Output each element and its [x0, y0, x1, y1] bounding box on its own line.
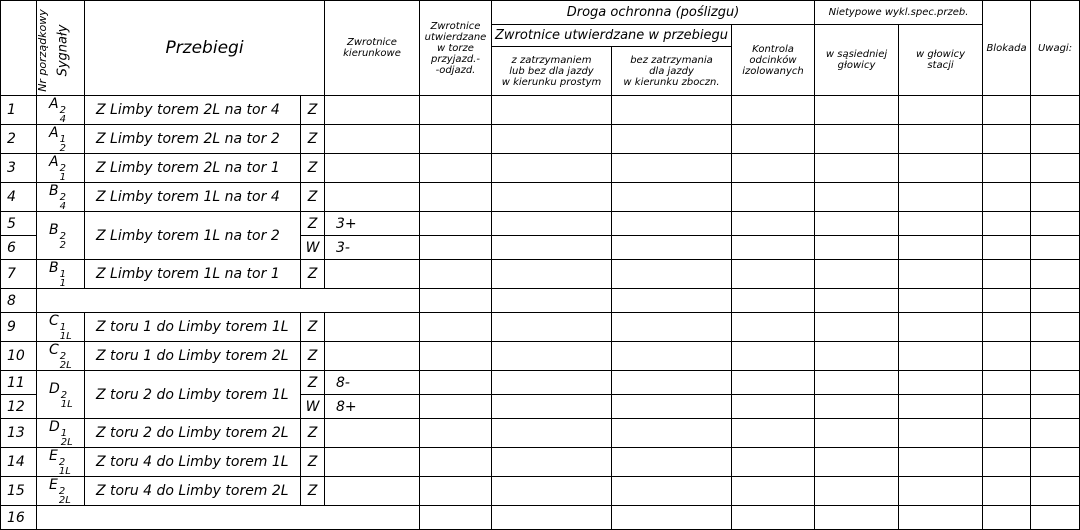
header-glowicy-stacji-line: w głowicy: [915, 49, 966, 60]
header-nr-label: Nr porządkowy: [35, 8, 49, 92]
empty-cell: [899, 96, 983, 125]
table-row: [1, 212, 1080, 236]
route-type: Z: [301, 371, 325, 395]
signal-letter: E: [49, 477, 58, 493]
signal-cell: [37, 448, 85, 477]
row-number: 16: [1, 506, 37, 530]
empty-cell: [732, 96, 815, 125]
signal-sub: 2: [59, 239, 66, 251]
directional-switch: [325, 260, 420, 289]
directional-switch: 8+: [325, 395, 420, 419]
header-zwrotnice-torze: [420, 1, 492, 96]
row-number: 7: [1, 260, 37, 289]
directional-switch: 3+: [325, 212, 420, 236]
signal-index: [61, 391, 73, 409]
signal-sub: 1: [59, 172, 66, 183]
empty-cell: [732, 260, 815, 289]
empty-cell: [899, 506, 983, 530]
empty-cell: [899, 260, 983, 289]
signal-letter: A: [49, 125, 59, 141]
empty-cell: [612, 506, 732, 530]
empty-cell: [815, 289, 899, 313]
directional-switch: [325, 154, 420, 183]
signal-sup: 2: [58, 457, 66, 468]
route-type: Z: [301, 342, 325, 371]
empty-cell: [492, 260, 612, 289]
signal-letter: E: [49, 448, 58, 464]
empty-cell: [983, 419, 1031, 448]
signal-letter: C: [49, 342, 59, 358]
empty-cell: [815, 371, 899, 395]
route-description: Z Limby torem 1L na tor 4: [85, 183, 301, 212]
signal-sub: 2L: [59, 360, 72, 371]
row-number: 15: [1, 477, 37, 506]
empty-cell: [732, 477, 815, 506]
row-number: 14: [1, 448, 37, 477]
header-blokada: Blokada: [983, 1, 1031, 96]
signal-index: [59, 458, 71, 476]
table-row: [1, 506, 1080, 530]
empty-cell: [815, 96, 899, 125]
table-row: [1, 477, 1080, 506]
row-number: 10: [1, 342, 37, 371]
header-z-zatrzymaniem: [492, 47, 612, 96]
route-type: W: [301, 236, 325, 260]
empty-cell: [732, 313, 815, 342]
empty-cell: [612, 96, 732, 125]
header-z-zatrzymaniem-line: lub bez dla jazdy: [509, 65, 594, 77]
empty-cell: [899, 419, 983, 448]
row-number: 5: [1, 212, 37, 236]
empty-cell: [732, 183, 815, 212]
empty-cell: [732, 289, 815, 313]
route-description: Z Limby torem 2L na tor 4: [85, 96, 301, 125]
signal-index: [59, 487, 71, 505]
signal-sub: 1L: [59, 331, 72, 342]
signal-sub: 2L: [58, 495, 71, 506]
route-type: Z: [301, 125, 325, 154]
empty-cell: [899, 477, 983, 506]
empty-cell: [1031, 96, 1080, 125]
route-description: Z toru 4 do Limby torem 1L: [85, 448, 301, 477]
header-zwrotnice-torze-line: w torze: [437, 42, 474, 54]
empty-cell: [612, 212, 732, 236]
row-number: 8: [1, 289, 37, 313]
row-number: 11: [1, 371, 37, 395]
empty-cell: [420, 313, 492, 342]
empty-cell: [899, 448, 983, 477]
empty-cell: [1031, 395, 1080, 419]
route-type: Z: [301, 154, 325, 183]
header-bez-zatrzymania-line: w kierunku zboczn.: [623, 76, 720, 88]
route-type: Z: [301, 477, 325, 506]
header-uwagi: Uwagi:: [1031, 1, 1080, 96]
empty-cell: [983, 260, 1031, 289]
header-zwrotnice-kierunkowe-line: kierunkowe: [343, 48, 401, 59]
empty-cell: [612, 183, 732, 212]
empty-cell: [815, 212, 899, 236]
signal-sup: 1: [59, 134, 66, 145]
table-row: [1, 260, 1080, 289]
empty-cell: [983, 477, 1031, 506]
empty-cell: [899, 183, 983, 212]
route-description: Z Limby torem 1L na tor 1: [85, 260, 301, 289]
empty-cell: [1031, 477, 1080, 506]
empty-cell: [1031, 419, 1080, 448]
empty-cell: [1031, 506, 1080, 530]
route-description: Z toru 2 do Limby torem 1L: [85, 371, 301, 419]
signal-cell: [37, 125, 85, 154]
empty-cell: [420, 125, 492, 154]
empty-cell: [612, 342, 732, 371]
table-row: [1, 289, 1080, 313]
header-z-zatrzymaniem-line: z zatrzymaniem: [511, 54, 592, 66]
empty-cell: [492, 289, 612, 313]
signal-letter: B: [49, 260, 59, 276]
signal-sub: 1L: [60, 398, 73, 410]
row-number: 1: [1, 96, 37, 125]
empty-route: [37, 506, 420, 530]
empty-cell: [612, 477, 732, 506]
signal-cell: [37, 342, 85, 371]
signal-index: [60, 135, 66, 153]
route-type: Z: [301, 313, 325, 342]
empty-cell: [492, 125, 612, 154]
empty-cell: [492, 477, 612, 506]
empty-cell: [983, 212, 1031, 236]
table-row: [1, 125, 1080, 154]
header-bez-zatrzymania-line: dla jazdy: [649, 65, 694, 77]
route-type: W: [301, 395, 325, 419]
empty-cell: [492, 212, 612, 236]
table-row: [1, 448, 1080, 477]
signal-cell: [37, 419, 85, 448]
header-sygnaly-label: Sygnały: [55, 24, 71, 76]
empty-cell: [1031, 236, 1080, 260]
header-bez-zatrzymania: [612, 47, 732, 96]
route-type: Z: [301, 419, 325, 448]
signal-index: [60, 270, 66, 288]
header-droga-ochronna: Droga ochronna (poślizgu): [492, 1, 815, 25]
empty-cell: [492, 395, 612, 419]
route-type: Z: [301, 183, 325, 212]
empty-cell: [983, 395, 1031, 419]
empty-cell: [612, 260, 732, 289]
signal-sup: 2: [58, 486, 66, 497]
directional-switch: [325, 96, 420, 125]
empty-cell: [420, 260, 492, 289]
empty-cell: [420, 371, 492, 395]
row-number: 2: [1, 125, 37, 154]
empty-cell: [983, 342, 1031, 371]
signal-sup: 2: [59, 351, 67, 362]
signal-index: [60, 193, 66, 211]
signal-index: [60, 323, 72, 341]
empty-cell: [815, 154, 899, 183]
header-zwrotnice-kierunkowe-line: Zwrotnice: [347, 37, 397, 48]
signal-cell: [37, 313, 85, 342]
route-description: Z toru 1 do Limby torem 1L: [85, 313, 301, 342]
signal-index: [60, 164, 66, 182]
empty-cell: [612, 395, 732, 419]
empty-cell: [899, 342, 983, 371]
table-row: [1, 419, 1080, 448]
empty-cell: [1031, 212, 1080, 236]
empty-cell: [492, 96, 612, 125]
route-type: Z: [301, 212, 325, 236]
header-glowicy-stacji-line: stacji: [927, 60, 954, 71]
empty-cell: [612, 289, 732, 313]
directional-switch: [325, 342, 420, 371]
empty-cell: [815, 260, 899, 289]
header-kontrola-line: odcinków: [749, 54, 797, 66]
directional-switch: [325, 477, 420, 506]
empty-cell: [899, 236, 983, 260]
empty-cell: [983, 236, 1031, 260]
signal-index: [60, 232, 66, 250]
empty-cell: [732, 506, 815, 530]
directional-switch: [325, 448, 420, 477]
empty-cell: [732, 419, 815, 448]
signal-letter: A: [49, 154, 59, 170]
empty-cell: [732, 125, 815, 154]
row-number: 3: [1, 154, 37, 183]
empty-cell: [420, 448, 492, 477]
signal-sup: 1: [59, 269, 66, 280]
header-kontrola-line: Kontrola: [752, 43, 794, 55]
empty-cell: [899, 313, 983, 342]
header-zwrotnice-torze-line: utwierdzane: [424, 31, 487, 43]
route-type: Z: [301, 96, 325, 125]
empty-cell: [420, 236, 492, 260]
empty-cell: [983, 96, 1031, 125]
empty-cell: [815, 236, 899, 260]
empty-cell: [1031, 260, 1080, 289]
signal-sub: 4: [59, 201, 66, 212]
empty-cell: [492, 342, 612, 371]
signal-index: [60, 352, 72, 370]
signal-index: [60, 106, 66, 124]
empty-cell: [1031, 183, 1080, 212]
empty-cell: [612, 419, 732, 448]
empty-cell: [492, 448, 612, 477]
signal-letter: B: [49, 221, 59, 238]
header-sasiedniej-line: głowicy: [837, 60, 876, 71]
signal-sup: 2: [59, 230, 66, 242]
empty-cell: [420, 477, 492, 506]
empty-cell: [492, 313, 612, 342]
empty-cell: [732, 236, 815, 260]
signal-letter: C: [49, 313, 59, 329]
row-number: 12: [1, 395, 37, 419]
empty-cell: [983, 125, 1031, 154]
signal-sup: 2: [59, 163, 66, 174]
empty-cell: [899, 212, 983, 236]
signal-cell: [37, 154, 85, 183]
empty-cell: [732, 395, 815, 419]
signal-letter: B: [49, 183, 59, 199]
empty-cell: [420, 154, 492, 183]
table-row: [1, 183, 1080, 212]
header-zwrotnice-torze-line: -odjazd.: [435, 64, 476, 76]
empty-cell: [815, 183, 899, 212]
header-nietypowe: Nietypowe wykl.spec.przeb.: [815, 1, 983, 25]
route-description: Z toru 1 do Limby torem 2L: [85, 342, 301, 371]
directional-switch: [325, 313, 420, 342]
directional-switch: 8-: [325, 371, 420, 395]
signal-sub: 4: [59, 114, 66, 125]
empty-cell: [899, 289, 983, 313]
empty-cell: [612, 125, 732, 154]
header-zwrotnice-torze-line: przyjazd.-: [431, 53, 480, 65]
signal-cell: [37, 183, 85, 212]
empty-cell: [732, 212, 815, 236]
empty-cell: [899, 371, 983, 395]
header-zwrotnice-kierunkowe: [325, 1, 420, 96]
table-row: [1, 371, 1080, 395]
empty-cell: [815, 506, 899, 530]
empty-cell: [1031, 154, 1080, 183]
empty-cell: [815, 125, 899, 154]
empty-cell: [983, 448, 1031, 477]
route-description: Z Limby torem 2L na tor 1: [85, 154, 301, 183]
empty-cell: [1031, 448, 1080, 477]
directional-switch: [325, 183, 420, 212]
empty-cell: [899, 125, 983, 154]
empty-cell: [815, 313, 899, 342]
empty-cell: [420, 96, 492, 125]
empty-cell: [732, 342, 815, 371]
empty-cell: [983, 371, 1031, 395]
empty-cell: [732, 448, 815, 477]
table-row: [1, 154, 1080, 183]
header-bez-zatrzymania-line: bez zatrzymania: [630, 54, 713, 66]
empty-cell: [420, 289, 492, 313]
header-zwrotnice-torze-line: Zwrotnice: [430, 20, 481, 32]
empty-cell: [492, 236, 612, 260]
signal-sup: 1: [60, 428, 68, 439]
header-kontrola: [732, 25, 815, 96]
signal-index: [61, 429, 73, 447]
route-description: Z toru 4 do Limby torem 2L: [85, 477, 301, 506]
signal-cell: [37, 477, 85, 506]
empty-cell: [1031, 313, 1080, 342]
empty-cell: [420, 183, 492, 212]
empty-cell: [815, 342, 899, 371]
empty-cell: [732, 371, 815, 395]
signal-sub: 1L: [58, 466, 71, 477]
header-kontrola-line: izolowanych: [742, 65, 804, 77]
header-glowicy-stacji: [899, 25, 983, 96]
empty-cell: [732, 154, 815, 183]
table-row: [1, 342, 1080, 371]
signal-letter: D: [49, 419, 60, 435]
directional-switch: [325, 419, 420, 448]
empty-cell: [983, 506, 1031, 530]
row-number: 13: [1, 419, 37, 448]
empty-cell: [983, 289, 1031, 313]
empty-cell: [983, 154, 1031, 183]
empty-cell: [612, 236, 732, 260]
row-number: 9: [1, 313, 37, 342]
route-description: Z Limby torem 2L na tor 2: [85, 125, 301, 154]
directional-switch: [325, 125, 420, 154]
empty-cell: [420, 342, 492, 371]
empty-cell: [899, 395, 983, 419]
empty-cell: [612, 448, 732, 477]
header-z-zatrzymaniem-line: w kierunku prostym: [501, 76, 602, 88]
route-type: Z: [301, 260, 325, 289]
signal-sup: 2: [59, 192, 66, 203]
empty-cell: [492, 183, 612, 212]
header-zwrotnice-przebiegu: Zwrotnice utwierdzane w przebiegu: [492, 25, 732, 47]
signal-sub: 2L: [60, 437, 73, 448]
header-nr: [1, 1, 49, 96]
signal-cell: [37, 260, 85, 289]
signal-cell: [37, 96, 85, 125]
signal-sup: 1: [59, 322, 67, 333]
empty-cell: [612, 313, 732, 342]
empty-cell: [492, 154, 612, 183]
empty-cell: [899, 154, 983, 183]
route-type: Z: [301, 448, 325, 477]
signal-sub: 1: [59, 278, 66, 289]
signal-sup: 2: [59, 105, 66, 116]
empty-cell: [612, 154, 732, 183]
empty-cell: [492, 419, 612, 448]
header-sasiedniej: [815, 25, 899, 96]
header-sasiedniej-line: w sąsiedniej: [825, 49, 888, 60]
empty-cell: [420, 419, 492, 448]
empty-cell: [815, 419, 899, 448]
empty-cell: [420, 506, 492, 530]
signal-sup: 2: [60, 389, 68, 401]
signal-cell: [37, 212, 85, 260]
empty-route: [37, 289, 420, 313]
header-przebiegi: Przebiegi: [85, 1, 325, 96]
row-number: 4: [1, 183, 37, 212]
signal-letter: D: [49, 380, 60, 397]
empty-cell: [983, 313, 1031, 342]
signal-sub: 2: [59, 143, 66, 154]
empty-cell: [983, 183, 1031, 212]
table-row: [1, 96, 1080, 125]
empty-cell: [815, 477, 899, 506]
empty-cell: [1031, 371, 1080, 395]
empty-cell: [420, 395, 492, 419]
empty-cell: [815, 395, 899, 419]
row-number: 6: [1, 236, 37, 260]
table-row: [1, 313, 1080, 342]
empty-cell: [1031, 125, 1080, 154]
empty-cell: [612, 371, 732, 395]
directional-switch: 3-: [325, 236, 420, 260]
empty-cell: [492, 506, 612, 530]
empty-cell: [492, 371, 612, 395]
empty-cell: [420, 212, 492, 236]
empty-cell: [1031, 342, 1080, 371]
signal-letter: A: [49, 96, 59, 112]
signal-cell: [37, 371, 85, 419]
route-description: Z toru 2 do Limby torem 2L: [85, 419, 301, 448]
empty-cell: [1031, 289, 1080, 313]
empty-cell: [815, 448, 899, 477]
route-description: Z Limby torem 1L na tor 2: [85, 212, 301, 260]
